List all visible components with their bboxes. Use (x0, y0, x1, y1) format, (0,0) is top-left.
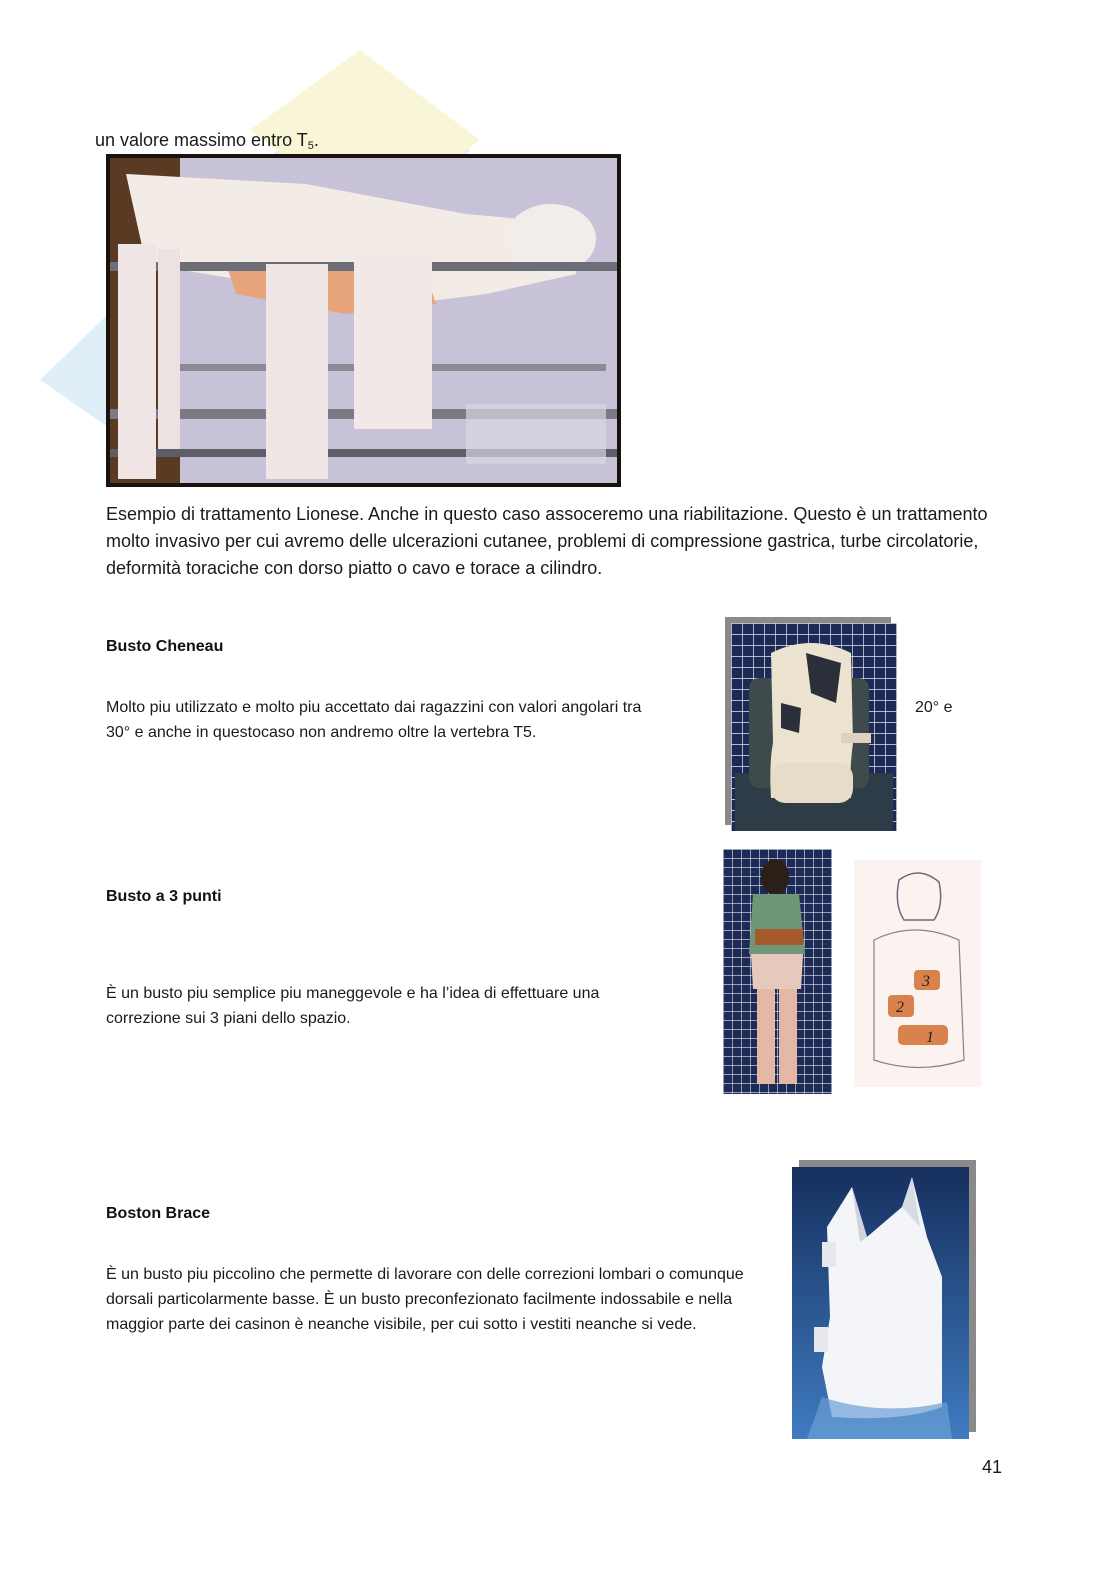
boston-title: Boston Brace (106, 1205, 211, 1222)
diagram-label-2: 2 (896, 999, 904, 1016)
cheneau-brace-photo (731, 623, 897, 831)
cheneau-line2: 30° e anche in questocaso non andremo oltre la vertebra T5. (106, 724, 537, 741)
diagram-label-3: 3 (922, 973, 930, 990)
lionese-paragraph: Esempio di trattamento Lionese. Anche in questo caso assoceremo una riabilitazione. Questo è un trattamento molto invasivo per cui avremo delle ulcerazioni cutanee, problemi di compressione gastrica, turbe circolatorie, deformità toraciche con dorso piatto o cavo e torace a cilindro. (106, 504, 988, 578)
diagram-label-1: 1 (926, 1029, 934, 1046)
cheneau-title: Busto Cheneau (106, 638, 224, 655)
boston-brace-photo (792, 1167, 969, 1439)
intro-period: . (313, 130, 319, 150)
intro-subscript: 5 (307, 140, 314, 152)
page-number: 41 (982, 1457, 1003, 1477)
three-point-diagram (854, 860, 981, 1087)
boston-paragraph: È un busto piu piccolino che permette di lavorare con delle correzioni lombari o comunque dorsali particolarmente basse. È un busto preconfezionato facilmente indossabile e nella maggior parte dei casinon è neanche visibile, per cui sotto i vestiti neanche si vede. (106, 1266, 744, 1333)
three-point-title: Busto a 3 punti (106, 888, 222, 905)
three-point-paragraph: È un busto piu semplice piu maneggevole e ha l’idea di effettuare una correzione sui 3 piani dello spazio. (106, 985, 600, 1027)
lionese-treatment-photo (106, 154, 621, 487)
cheneau-line1-right: 20° e (915, 699, 953, 716)
cheneau-line1: Molto piu utilizzato e molto piu accettato dai ragazzini con valori angolari tra (106, 699, 642, 716)
intro-text: un valore massimo entro T (95, 130, 308, 150)
three-point-patient-photo (723, 849, 832, 1094)
